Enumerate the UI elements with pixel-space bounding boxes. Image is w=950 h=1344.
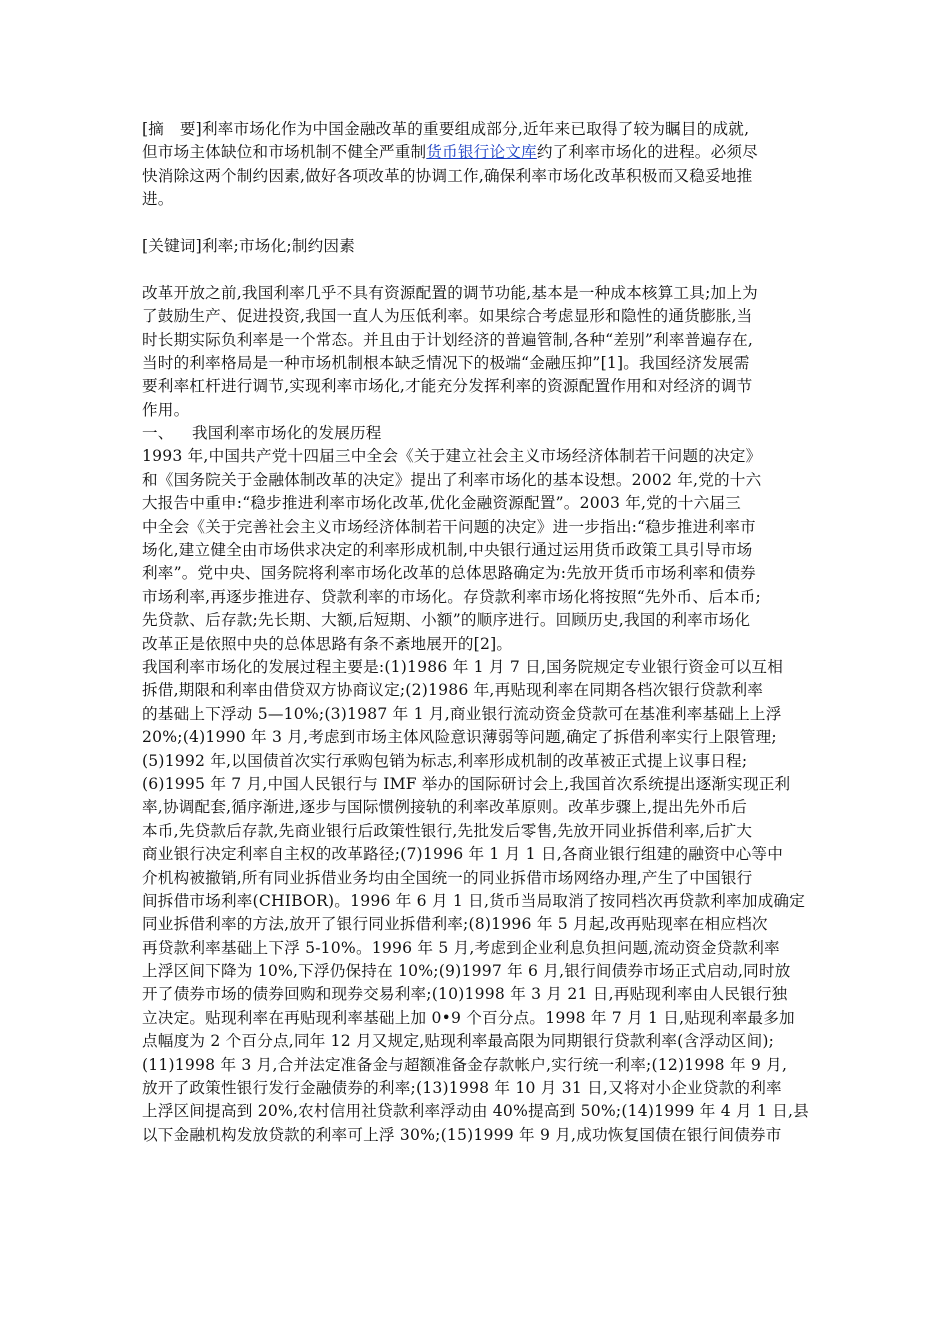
paragraph-line: 以下金融机构发放贷款的利率可上浮 30%;(15)1999 年 9 月,成功恢复国债在银行间债券市: [142, 1125, 782, 1144]
abstract-line: 进。: [142, 190, 174, 209]
paragraph-line: 商业银行决定利率自主权的改革路径;(7)1996 年 1 月 1 日,各商业银行组建的融资中心等中: [142, 845, 784, 864]
paragraph-line: (5)1992 年,以国债首次实行承购包销为标志,利率形成机制的改革被正式提上议事日程;: [142, 751, 748, 770]
paragraph-line: 利率”。党中央、国务院将利率市场化改革的总体思路确定为:先放开货币市场利率和债券: [142, 564, 756, 583]
intro-paragraph: [142, 282, 812, 422]
paragraph-line: 了鼓励生产、促进投资,我国一直人为压低利率。如果综合考虑显形和隐性的通货膨胀,当: [142, 307, 753, 326]
paragraph-line: 间拆借市场利率(CHIBOR)。1996 年 6 月 1 日,货币当局取消了按同档次再贷款利率加成确定: [142, 891, 806, 910]
paragraph-line: 先贷款、后存款;先长期、大额,后短期、小额”的顺序进行。回顾历史,我国的利率市场化: [142, 611, 751, 630]
history-paragraph: [142, 445, 812, 656]
paragraph-line: 要利率杠杆进行调节,实现利率市场化,才能充分发挥利率的资源配置作用和对经济的调节: [142, 377, 753, 396]
paragraph-line: 拆借,期限和利率由借贷双方协商议定;(2)1986 年,再贴现利率在同期各档次银行贷款利率: [142, 681, 764, 700]
paragraph-line: 中全会《关于完善社会主义市场经济体制若干问题的决定》进一步指出:“稳步推进利率市: [142, 517, 756, 536]
paragraph-line: 的基础上下浮动 5—10%;(3)1987 年 1 月,商业银行流动资金贷款可在基准利率基础上上浮: [142, 704, 782, 723]
keywords: [关键词]利率;市场化;制约因素: [142, 236, 356, 255]
section-number: 一、: [142, 424, 174, 443]
paragraph-line: (6)1995 年 7 月,中国人民银行与 IMF 举办的国际研讨会上,我国首次系统提出逐渐实现正利: [142, 774, 791, 793]
paragraph-line: 1993 年,中国共产党十四届三中全会《关于建立社会主义市场经济体制若干问题的决定》: [142, 447, 762, 466]
library-link[interactable]: 货币银行论文库: [426, 143, 537, 162]
paragraph-line: 同业拆借利率的方法,放开了银行同业拆借利率;(8)1996 年 5 月起,改再贴现率在相应档次: [142, 915, 768, 934]
paragraph-line: 放开了政策性银行发行金融债券的利率;(13)1998 年 10 月 31 日,又将对小企业贷款的利率: [142, 1079, 782, 1098]
process-paragraph: [142, 656, 812, 1147]
paragraph-line: 上浮区间下降为 10%,下浮仍保持在 10%;(9)1997 年 6 月,银行间债券市场正式启动,同时放: [142, 962, 791, 981]
paragraph-line: 改革正是依照中央的总体思路有条不紊地展开的[2]。: [142, 634, 513, 653]
paragraph-line: (11)1998 年 3 月,合并法定准备金与超额准备金存款帐户,实行统一利率;(12)1998 年 9 月,: [142, 1055, 788, 1074]
paragraph-line: 开了债券市场的债券回购和现券交易利率;(10)1998 年 3 月 21 日,再贴现利率由人民银行独: [142, 985, 788, 1004]
abstract-line: [142, 141, 812, 164]
section-heading: [142, 422, 812, 445]
paragraph-line: 20%;(4)1990 年 3 月,考虑到市场主体风险意识薄弱等问题,确定了拆借利率实行上限管理;: [142, 728, 777, 747]
paragraph-line: 上浮区间提高到 20%,农村信用社贷款利率浮动由 40%提高到 50%;(14)1999 年 4 月 1 日,县: [142, 1102, 809, 1121]
abstract-line: [摘 要]利率市场化作为中国金融改革的重要组成部分,近年来已取得了较为瞩目的成就,: [142, 120, 750, 138]
paragraph-line: 市场利率,再逐步推进存、贷款利率的市场化。存贷款利率市场化将按照“先外币、后本币;: [142, 587, 761, 606]
document-body: [142, 118, 812, 1147]
paragraph-line: 场化,建立健全由市场供求决定的利率形成机制,中央银行通过运用货币政策工具引导市场: [142, 541, 753, 560]
abstract: [142, 118, 812, 212]
abstract-text: 但市场主体缺位和市场机制不健全严重制: [142, 143, 427, 162]
paragraph-line: 点幅度为 2 个百分点,同年 12 月又规定,贴现利率最高限为同期银行贷款利率(含浮动区间);: [142, 1032, 775, 1051]
paragraph-line: 当时的利率格局是一种市场机制根本缺乏情况下的极端“金融压抑”[1]。我国经济发展需: [142, 353, 750, 372]
section-title: 我国利率市场化的发展历程: [192, 424, 382, 443]
paragraph-line: 时长期实际负利率是一个常态。并且由于计划经济的普遍管制,各种“差别”利率普遍存在,: [142, 330, 754, 349]
paragraph-line: 我国利率市场化的发展过程主要是:(1)1986 年 1 月 7 日,国务院规定专业银行资金可以互相: [142, 657, 784, 676]
paragraph-line: 和《国务院关于金融体制改革的决定》提出了利率市场化的基本设想。2002 年,党的十六: [142, 470, 762, 489]
paragraph-line: 率,协调配套,循序渐进,逐步与国际惯例接轨的利率改革原则。改革步骤上,提出先外币后: [142, 798, 747, 817]
abstract-text: 约了利率市场化的进程。必须尽: [536, 143, 758, 162]
paragraph-line: 立决定。贴现利率在再贴现利率基础上加 0•9 个百分点。1998 年 7 月 1 日,贴现利率最多加: [142, 1008, 795, 1027]
abstract-line: 快消除这两个制约因素,做好各项改革的协调工作,确保利率市场化改革积极而又稳妥地推: [142, 166, 753, 185]
paragraph-line: 大报告中重申:“稳步推进利率市场化改革,优化金融资源配置”。2003 年,党的十六届三: [142, 494, 741, 513]
paragraph-line: 改革开放之前,我国利率几乎不具有资源配置的调节功能,基本是一种成本核算工具;加上为: [142, 283, 758, 302]
paragraph-line: 介机构被撤销,所有同业拆借业务均由全国统一的同业拆借市场网络办理,产生了中国银行: [142, 868, 753, 887]
paragraph-line: 本币,先贷款后存款,先商业银行后政策性银行,先批发后零售,先放开同业拆借利率,后扩大: [142, 821, 753, 840]
paragraph-line: 作用。: [142, 400, 190, 419]
paragraph-line: 再贷款利率基础上下浮 5-10%。1996 年 5 月,考虑到企业利息负担问题,流动资金贷款利率: [142, 938, 780, 957]
